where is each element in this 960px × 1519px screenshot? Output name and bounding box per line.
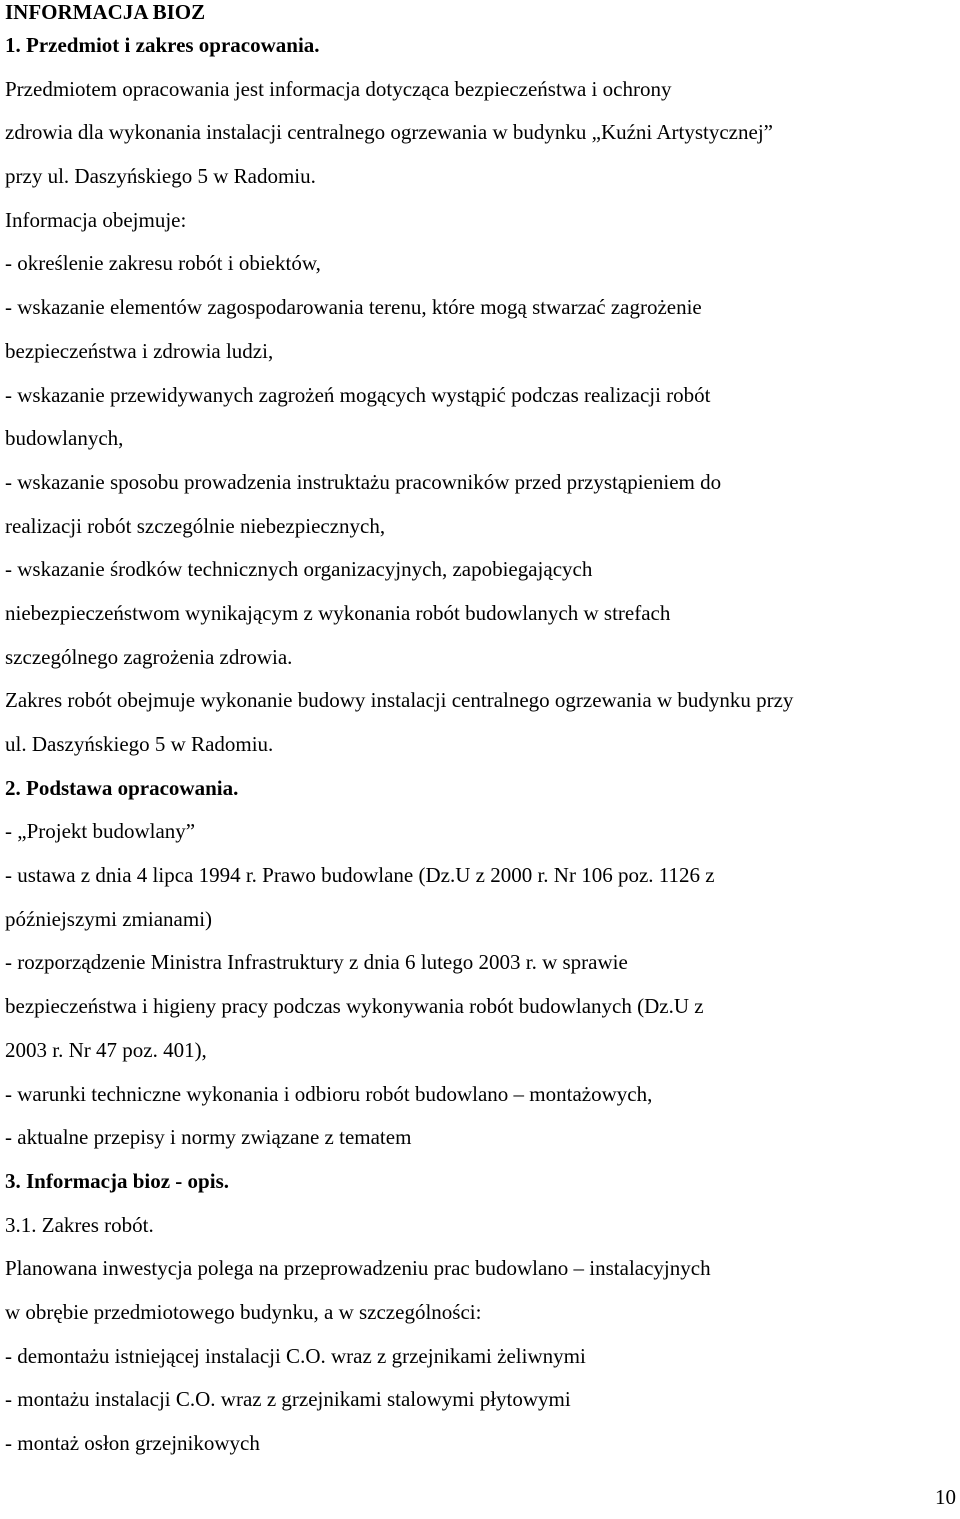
list-item-continuation: bezpieczeństwa i zdrowia ludzi, — [5, 338, 274, 363]
text-line: Informacja obejmuje: — [5, 207, 187, 232]
text-line: ul. Daszyńskiego 5 w Radomiu. — [5, 732, 274, 756]
text-line: Planowana inwestycja polega na przeprowadzeniu prac budowlano – instalacyjnych — [5, 1256, 711, 1281]
list-item: - warunki techniczne wykonania i odbioru robót budowlano – montażowych, — [5, 1081, 653, 1106]
text-line: w obrębie przedmiotowego budynku, a w szczególności: — [5, 1299, 482, 1324]
section-heading: 3. Informacja bioz - opis. — [5, 1168, 229, 1193]
list-item: - aktualne przepisy i normy związane z tematem — [5, 1125, 412, 1150]
subsection-heading: 3.1. Zakres robót. — [5, 1212, 154, 1237]
list-item-continuation: 2003 r. Nr 47 poz. 401), — [5, 1037, 207, 1062]
text-line: Zakres robót obejmuje wykonanie budowy instalacji centralnego ogrzewania w budynku przy — [5, 688, 794, 713]
text-line: Przedmiotem opracowania jest informacja dotycząca bezpieczeństwa i ochrony — [5, 76, 672, 101]
list-item: - „Projekt budowlany” — [5, 819, 196, 844]
list-item-continuation: budowlanych, — [5, 426, 124, 451]
page-number: 10 — [935, 1485, 956, 1509]
list-item: - montażu instalacji C.O. wraz z grzejnikami stalowymi płytowymi — [5, 1387, 571, 1412]
section-heading: 1. Przedmiot i zakres opracowania. — [5, 33, 320, 57]
list-item: - wskazanie przewidywanych zagrożeń mogących wystąpić podczas realizacji robót — [5, 382, 711, 407]
list-item-continuation: szczególnego zagrożenia zdrowia. — [5, 644, 293, 669]
list-item: - montaż osłon grzejnikowych — [5, 1431, 260, 1455]
list-item-continuation: bezpieczeństwa i higieny pracy podczas wykonywania robót budowlanych (Dz.U z — [5, 994, 704, 1019]
list-item: - określenie zakresu robót i obiektów, — [5, 251, 321, 276]
section-heading: 2. Podstawa opracowania. — [5, 775, 239, 800]
list-item: - rozporządzenie Ministra Infrastruktury z dnia 6 lutego 2003 r. w sprawie — [5, 950, 628, 975]
document-title: INFORMACJA BIOZ — [5, 0, 206, 24]
document-page — [5, 0, 960, 1466]
list-item-continuation: niebezpieczeństwom wynikającym z wykonania robót budowlanych w strefach — [5, 600, 671, 625]
text-line: przy ul. Daszyńskiego 5 w Radomiu. — [5, 164, 316, 189]
list-item: - ustawa z dnia 4 lipca 1994 r. Prawo budowlane (Dz.U z 2000 r. Nr 106 poz. 1126 z — [5, 863, 715, 888]
text-line: zdrowia dla wykonania instalacji centralnego ogrzewania w budynku „Kuźni Artystycznej” — [5, 120, 773, 145]
list-item-continuation: realizacji robót szczególnie niebezpiecznych, — [5, 513, 386, 538]
list-item-continuation: późniejszymi zmianami) — [5, 906, 213, 931]
list-item: - wskazanie elementów zagospodarowania terenu, które mogą stwarzać zagrożenie — [5, 295, 702, 320]
list-item: - demontażu istniejącej instalacji C.O. wraz z grzejnikami żeliwnymi — [5, 1343, 586, 1368]
list-item: - wskazanie sposobu prowadzenia instruktażu pracowników przed przystąpieniem do — [5, 469, 722, 494]
list-item: - wskazanie środków technicznych organizacyjnych, zapobiegających — [5, 557, 593, 582]
